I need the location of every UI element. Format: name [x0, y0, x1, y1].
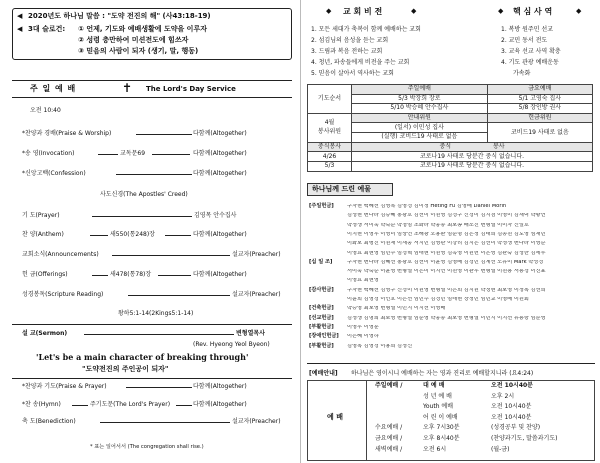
ministry-item: 3. 교육 선교 사역 확충 [501, 48, 561, 55]
offering-tag: [부활헌금] [309, 342, 334, 349]
order-item-label: 헌 금(Offerings) [22, 271, 68, 278]
worship-row-place: 오전 6시 [423, 445, 447, 453]
table-cell [308, 113, 352, 142]
offering-names: 김성현 변나라 김승혜 홍광호 김선미 이원영 김경구 신경미 김지겸 이영미 김재덕 박황연 [347, 213, 546, 219]
offering-names: 이지현 이영우 이영미 임상연 조해광 오용완 임준명 김은정 김태희 김종원 김도영 심재민 [347, 231, 546, 237]
worship-row-place: 오후 8시40분 [423, 435, 460, 442]
ministry-item: 1. 복방 원주민 선교 [501, 26, 554, 33]
slogan-label: 3대 슬로건: [28, 25, 66, 33]
order-item-middle: 새550(통248)장 [110, 231, 155, 238]
offering-names: 김정생 김명희 최보영 변형열 임준영 박웅종 최보영 변형열 이민지 이지선 유용향 임준영 [347, 315, 546, 321]
offering-tag: [감사헌금] [309, 286, 334, 293]
offering-heading: 하나님께 드린 예물 [312, 185, 371, 193]
service-time: 오전 10:40 [30, 107, 61, 114]
leader-line [126, 387, 192, 388]
table-cell: 기도순서 [308, 85, 352, 114]
diamond-icon: ◆ [576, 7, 582, 15]
leader-line [100, 422, 230, 423]
cross-icon: ✝ [122, 81, 133, 95]
offering-names: 구자현 백혜선 김영구 신경미 이원영 변형열 이은희 김지원 박청현 최보영 이정복 김선희 [347, 287, 546, 293]
offering-names: 이영우 이영훈 [347, 324, 379, 330]
offering-names: 이화보 최병진 이원재 이재웅 서지민 김영관 이강리 김지은 김선미 박정생 변나라 이영순 [347, 241, 546, 247]
table-cell: (일서) 이민성 집사 [352, 123, 488, 133]
table-cell: 코로나19 사태로 당분간 중식 없습니다. [352, 152, 593, 162]
sermon-preacher-en: (Rev. Hyeong Yeol Byeon) [193, 341, 270, 348]
worship-row-time: 오후 2시 [491, 392, 515, 400]
divider [12, 324, 292, 325]
diamond-icon: ◆ [411, 7, 417, 15]
worship-row-place: 성 년 예 배 [423, 392, 452, 400]
leader-line [128, 295, 230, 296]
bullet-icon: ◀ [17, 25, 23, 33]
offering-tag: [부활헌금] [309, 323, 334, 330]
table-cell: 5/1 고영숙 집사 [487, 94, 592, 104]
offering-tag: [십 일 조] [309, 258, 333, 265]
sermon-title-en: 'Let's be a main character of breaking through' [36, 352, 249, 362]
leader-line [158, 275, 191, 276]
worship-row-time: (월-금) [491, 445, 510, 453]
offering-names: 박승영 최보영 변형열 이민지 이지선 이영배 [347, 306, 446, 312]
creed-text: 사도신경(The Apostles' Creed) [100, 191, 188, 198]
offering-tag: [장애인헌금] [309, 333, 339, 340]
vision-item: 3. 드림과 복음 전하는 교회 [311, 48, 383, 55]
sermon-label: 설 교(Sermon) [22, 330, 68, 337]
table-cell: 헌금위원 [487, 113, 592, 123]
duty-table [307, 84, 593, 172]
ministry-item: 가속화 [513, 70, 531, 77]
table-cell: 금요예배 [487, 85, 592, 95]
worship-row-time: 오전 10시40분 [491, 413, 532, 421]
worship-row-name: 주일예배 / [375, 382, 403, 389]
vision-item: 4. 청년, 파송들에게 비전을 주는 교회 [311, 59, 410, 66]
divider [307, 363, 595, 364]
offering-names: 박정생 서미욱 박숙순 박청임 조화라 박웅종 최보송 배소진 변형열 이미자 신일호 [347, 222, 529, 228]
offering-names: 구자현 백혜선 김영목 김영경 김미정 Heting Fu 김영배 Daniel Morin [347, 204, 507, 209]
service-heading-ko: 주 일 예 배 [30, 84, 77, 93]
bullet-icon: ◀ [17, 12, 23, 20]
order-item-right: 다함께(Altogether) [193, 170, 247, 177]
worship-row-place: Youth 예배 [423, 403, 453, 411]
worship-label: 예 배 [327, 413, 343, 421]
slogan-3: ③ 믿음의 사람이 되자 (생기, 말, 행동) [78, 47, 199, 55]
leader-line [90, 235, 108, 236]
order-item-label: 찬 양(Anthem) [22, 231, 64, 238]
scripture-reference: 왕하5:1-14(2Kings5:1-14) [118, 310, 194, 317]
ministry-item: 4. 기도 관광 예배운동 [501, 59, 559, 66]
worship-row-place: 대 예 배 [423, 382, 445, 389]
order-item-label: *신앙고백(Confession) [22, 170, 86, 177]
slogan-1: ① 언제, 기도와 예배생활에 도약을 이루자 [78, 25, 207, 33]
worship-row-time: 오전 10시40분 [491, 403, 532, 411]
order-item-label: *찬양과 경배(Praise & Worship) [22, 130, 112, 137]
order-item-right: 다함께(Altogether) [193, 231, 247, 238]
worship-row-place: 오후 7시30분 [423, 424, 460, 432]
table-cell [352, 142, 593, 152]
table-cell: 중식봉사 [308, 142, 352, 152]
order-item-right: 다함께(Altogether) [193, 383, 247, 390]
service-heading-en: The Lord's Day Service [146, 85, 236, 93]
ministry-heading: 핵 심 사 역 [513, 7, 553, 16]
leader-line [92, 216, 192, 217]
table-row [308, 152, 593, 162]
diamond-icon: ◆ [326, 7, 332, 15]
leader-line [165, 235, 191, 236]
vision-item: 5. 믿음이 살아서 역사하는 교회 [311, 70, 394, 77]
order-item-label: 기 도(Prayer) [22, 212, 60, 219]
offering-tag: [건축헌금] [309, 305, 334, 312]
divider [12, 378, 292, 379]
sermon-preacher-ko: 변형열목사 [236, 330, 265, 337]
order-item-right: 다함께(Altogether) [193, 271, 247, 278]
leader-line [92, 275, 108, 276]
order-item-right: 다함께(Altogether) [193, 130, 247, 137]
vision-heading: 교 회 비 전 [343, 7, 383, 16]
worship-verse: 하나님은 영이시니 예배하는 자는 영과 진리로 예배할지니라 (요4:24) [351, 370, 534, 377]
offering-names: 이윤희 김영경 이인호 이은선 임민주 김경민 임태현 장정민 임민교 이영배 이원회 [347, 297, 529, 302]
meal-col-label: 중식 [439, 143, 452, 151]
order-item-right: 다함께(Altogether) [193, 150, 247, 157]
offering-tag: [선교헌금] [309, 314, 334, 321]
offering-names: 구자현 변나라 김혜선 홍광호 김선미 이윤영 김영배 김경민 김계선 노유미 Mark 박성경 [347, 259, 544, 265]
table-row [308, 142, 593, 152]
offering-names: 이영효 최현영 임민주 임경혁 임태현 이원영 김옥영 이원헌 이은영 김관숙 김성한 김세무 [347, 250, 546, 256]
divider [12, 97, 292, 98]
leader-line [136, 134, 192, 135]
worship-row-name: 새벽예배 / [375, 445, 403, 453]
leader-line [84, 334, 234, 335]
order-item-label: *찬양과 기도(Praise & Prayer) [22, 383, 107, 390]
table-cell: 5/3 [308, 161, 352, 171]
yearly-theme-title: 2020년도 하나님 말씀 : "도약 전진의 해" (사43:18-19) [28, 12, 211, 20]
offering-names: 이영효 최현영 [347, 278, 379, 284]
worship-row-time: 오전 10시40분 [491, 382, 533, 389]
order-item-right: 설교자(Preacher) [232, 251, 281, 258]
table-row [308, 85, 593, 95]
leader-line [98, 154, 118, 155]
order-item-label: 성경봉독(Scripture Reading) [22, 291, 104, 298]
diamond-icon: ◆ [498, 7, 504, 15]
order-item-right: 다함께(Altogether) [193, 401, 247, 408]
duty-label: 봉사위원 [317, 127, 342, 135]
order-item-label: *송 영(Invocation) [22, 150, 75, 157]
divider [12, 80, 292, 81]
sermon-title-ko: "도약전진의 주인공이 되자" [82, 365, 169, 373]
table-cell: 5/10 박승혜 안수집사 [352, 104, 488, 114]
offering-names: 이은혜 이영하 [347, 334, 379, 340]
offering-names: 김영목 김영경 이용희 김정신 [347, 343, 413, 349]
leader-line [112, 255, 230, 256]
table-cell: (실행) 코비드19 사태로 없음 [352, 133, 488, 143]
worship-row-time: (찬양과기도, 말씀과기도) [491, 435, 558, 442]
table-cell: 4/26 [308, 152, 352, 162]
table-row [308, 161, 593, 171]
leader-line [72, 405, 88, 406]
leader-line [176, 405, 192, 406]
footnote: * 표는 일어서서 (The congregation shall rise.) [90, 444, 204, 450]
slogan-2: ② 성령 충만하여 미션전도에 힘쓰자 [78, 36, 189, 44]
offering-tag: [주일헌금] [309, 203, 334, 209]
table-cell: 코로나19 사태로 당분간 중식 없습니다. [352, 161, 593, 171]
table-cell: 주일예배 [352, 85, 488, 95]
offering-names: 서미욱 박숙순 이윤영 변형열 이은미 이지연 이원영 이관우 변형열 이원용 서용경 이진표 [347, 269, 546, 275]
order-item-label: *찬 송(Hymn) [22, 401, 61, 408]
table-cell: 5/3 박장희 장로 [352, 94, 488, 104]
order-item-middle: 새478(통78)장 [110, 271, 152, 278]
order-item-label: 축 도(Benediction) [22, 418, 76, 425]
table-cell: 5/8 장인방 권사 [487, 104, 592, 114]
vision-item: 2. 섬김님의 음성을 듣는 교회 [311, 37, 389, 44]
order-item-middle: 교독문69 [120, 150, 146, 157]
vision-item: 1. 모든 세대가 축복이 함께 예배하는 교회 [311, 26, 421, 33]
worship-row-name: 수요예배 / [375, 424, 403, 432]
table-cell: 코비드19 사태로 없음 [487, 123, 592, 142]
order-item-right: 김영목 안수집사 [194, 212, 237, 219]
worship-row-time: (성경공부 및 찬양) [491, 424, 541, 432]
order-item-middle: 주기도문(The Lord's Prayer) [90, 401, 171, 408]
worship-row-name: 금요예배 / [375, 435, 403, 442]
order-item-right: 설교자(Preacher) [232, 418, 281, 425]
ministry-item: 2. 교민 동서 전도 [501, 37, 548, 44]
order-item-right: 설교자(Preacher) [232, 291, 281, 298]
bulletin-right-page [300, 0, 600, 463]
worship-verse-label: [예배안내] [309, 370, 338, 377]
table-row [308, 113, 593, 123]
service-col-label: 봉사 [492, 143, 505, 151]
order-item-label: 교회소식(Announcements) [22, 251, 99, 258]
worship-row-place: 어 린 이 예배 [423, 413, 458, 421]
leader-line [152, 154, 190, 155]
leader-line [116, 174, 192, 175]
duty-month: 4월 [324, 119, 335, 127]
table-cell: 안내위원 [352, 113, 488, 123]
